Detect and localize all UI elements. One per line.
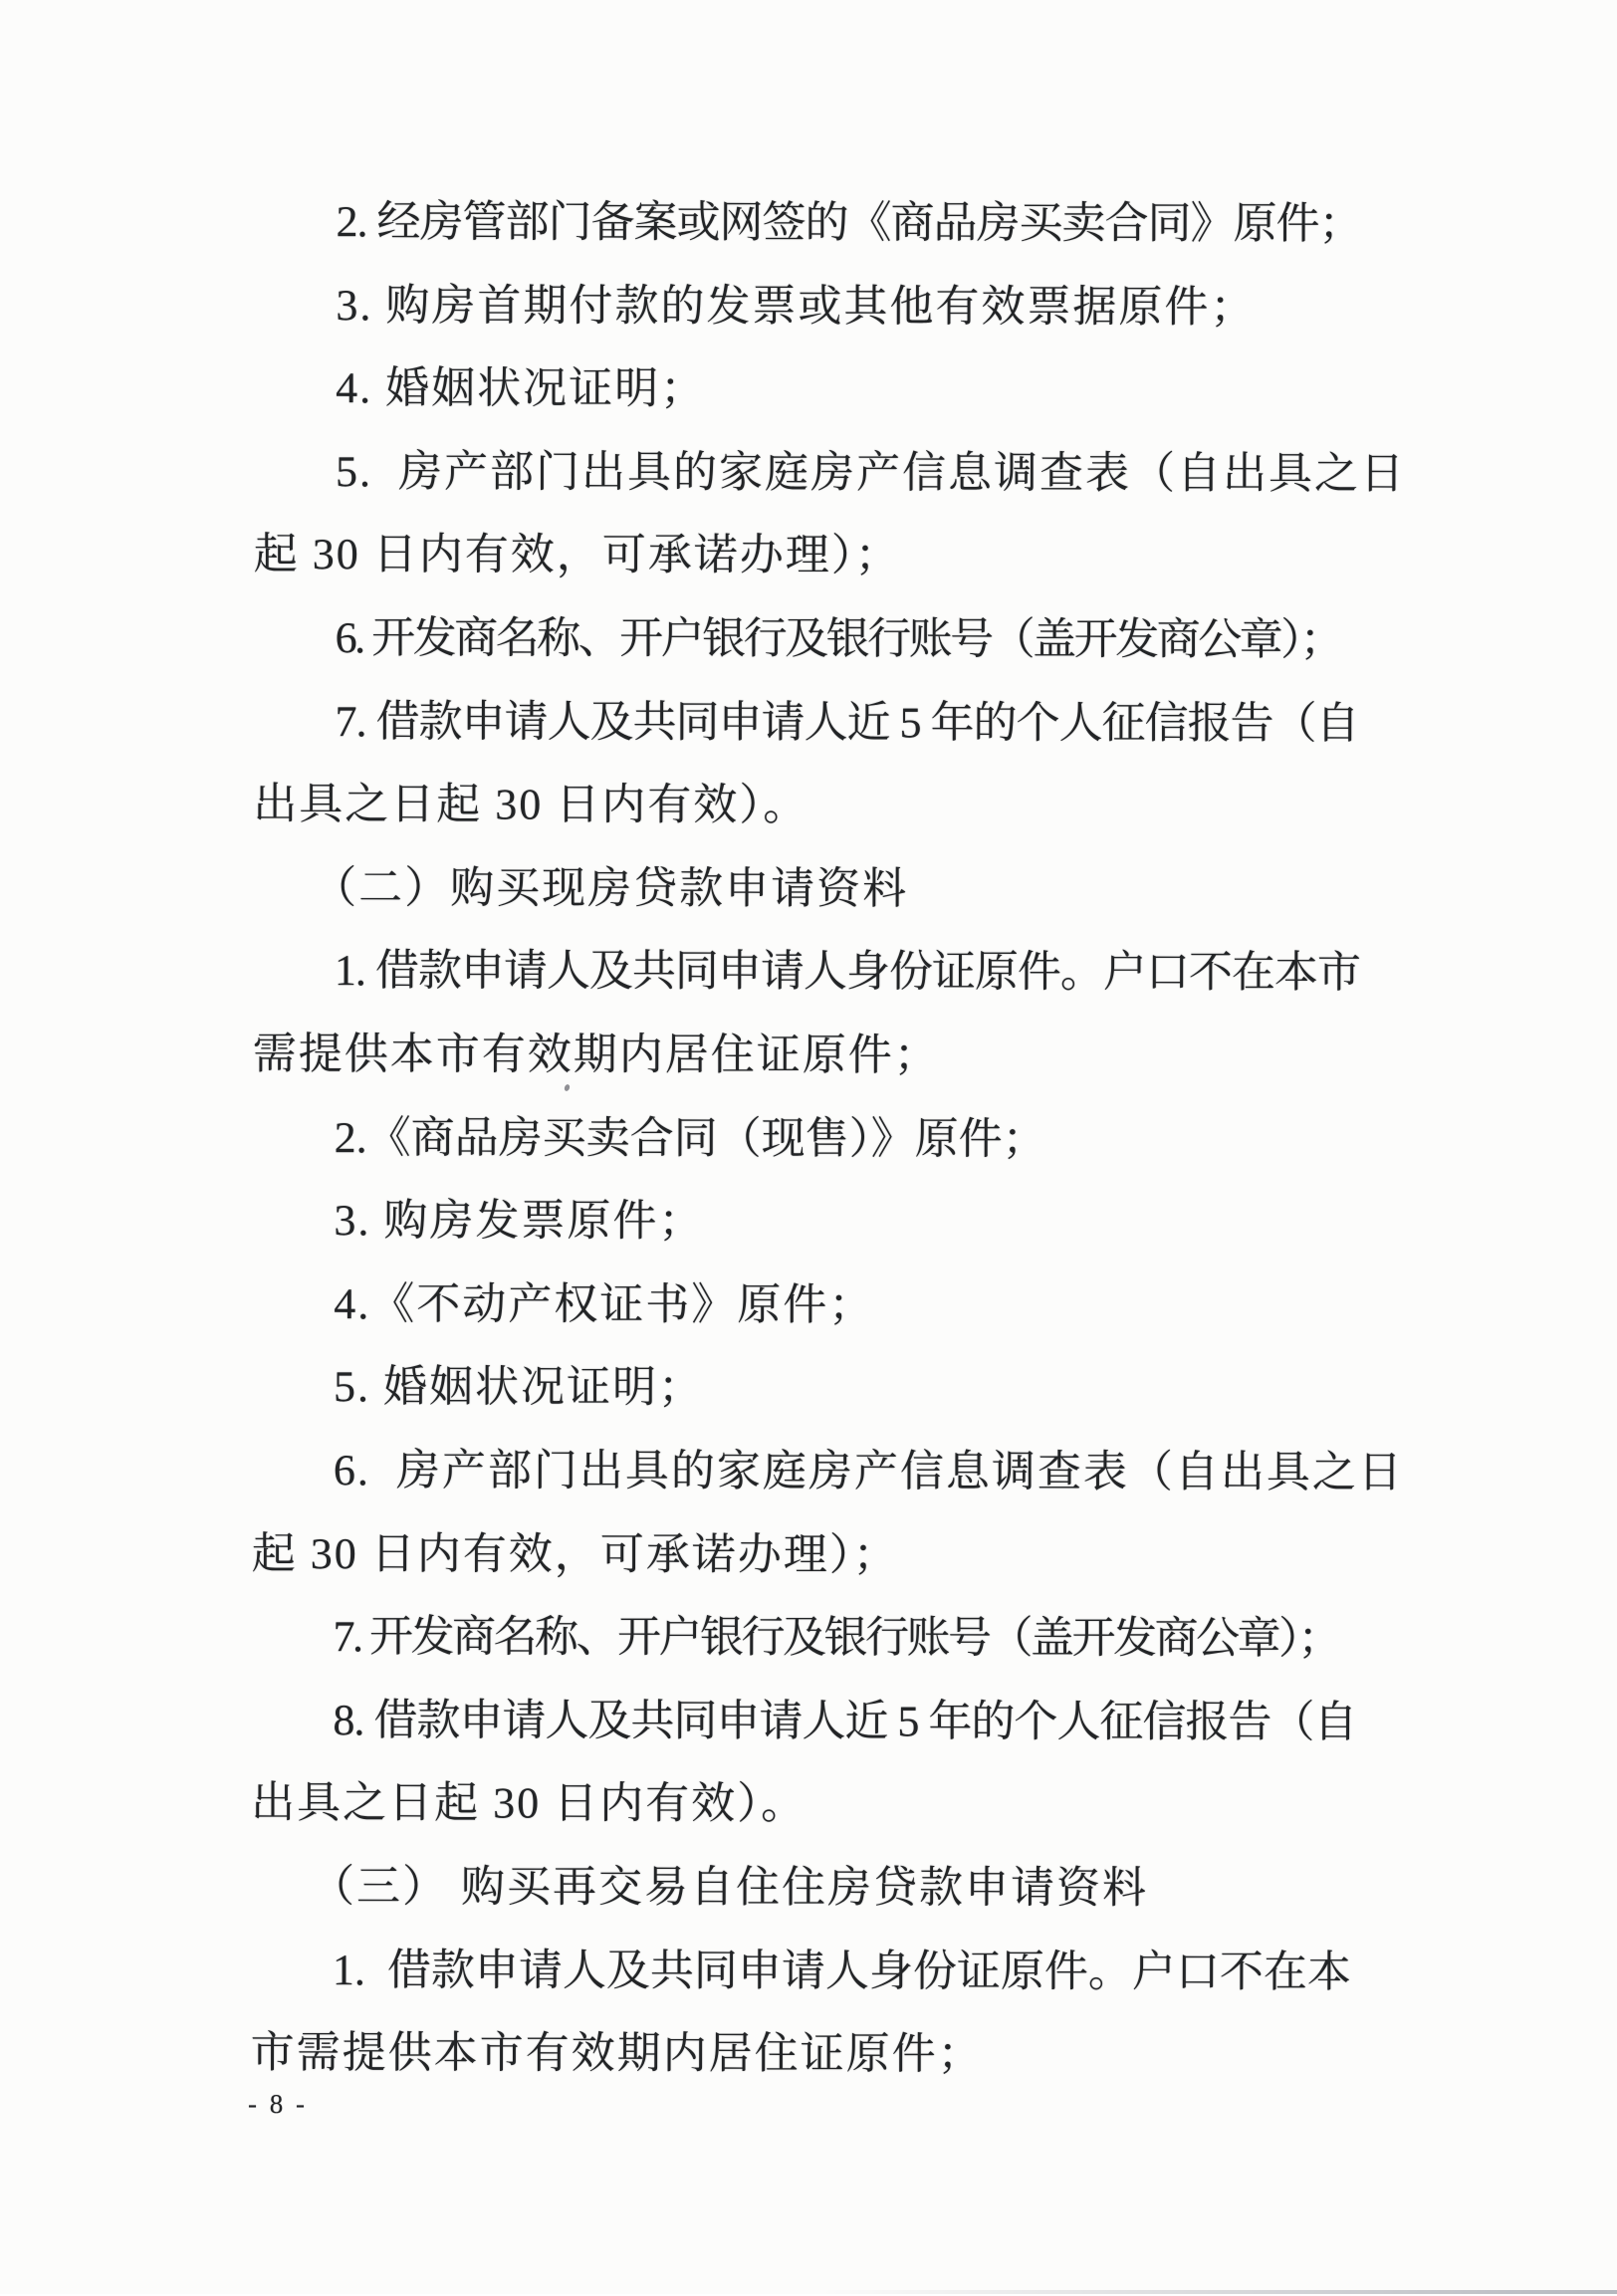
document-line: 出具之日起 30 日内有效）。 <box>253 780 809 830</box>
document-line: 3. 购房发票原件； <box>334 1196 705 1247</box>
document-line: （二）购买现房贷款申请资料 <box>313 862 909 914</box>
document-line: 出具之日起 30 日内有效）。 <box>251 1778 808 1829</box>
document-line: 6. 开发商名称、开户银行及银行账号（盖开发商公章）； <box>335 613 1342 665</box>
page-number: - 8 - <box>248 2089 308 2119</box>
document-body <box>250 0 1407 2296</box>
document-line: 需提供本市有效期内居住证原件； <box>252 1029 940 1080</box>
document-line: 3. 购房首期付款的发票或其他有效票据原件； <box>336 280 1257 332</box>
document-line: 4. 婚姻状况证明； <box>336 363 707 414</box>
document-line: 5. 婚姻状况证明； <box>334 1362 705 1413</box>
document-line: 6. 房产部门出具的家庭房产信息调查表（自出具之日 <box>333 1446 1404 1497</box>
document-line: 1. 借款申请人及共同申请人身份证原件。户口不在本 <box>332 1945 1351 1996</box>
document-line: 1. 借款申请人及共同申请人身份证原件。户口不在本市 <box>334 946 1361 998</box>
document-line: 7. 开发商名称、开户银行及银行账号（盖开发商公章）； <box>333 1612 1340 1664</box>
document-line: 8. 借款申请人及共同申请人近 5 年的个人征信报告（自 <box>333 1695 1357 1747</box>
document-line: 5. 房产部门出具的家庭房产信息调查表（自出具之日 <box>335 446 1407 499</box>
document-line: 市需提供本市有效期内居住证原件； <box>250 2028 984 2079</box>
document-line: 4.《不动产权证书》原件； <box>334 1278 875 1330</box>
document-line: 7. 借款申请人及共同申请人近 5 年的个人征信报告（自 <box>335 696 1359 748</box>
scan-edge-shadow <box>820 2290 1617 2294</box>
document-line: 起 30 日内有效，可承诺办理）； <box>253 530 901 580</box>
document-line: 2.《商品房买卖合同（现售）》原件； <box>334 1112 1046 1164</box>
document-line: 起 30 日内有效，可承诺办理）； <box>251 1528 899 1579</box>
document-line: 2. 经房管部门备案或网签的《商品房买卖合同》原件； <box>336 197 1362 249</box>
document-line: （三） 购买再交易自住住房贷款申请资料 <box>310 1862 1149 1913</box>
